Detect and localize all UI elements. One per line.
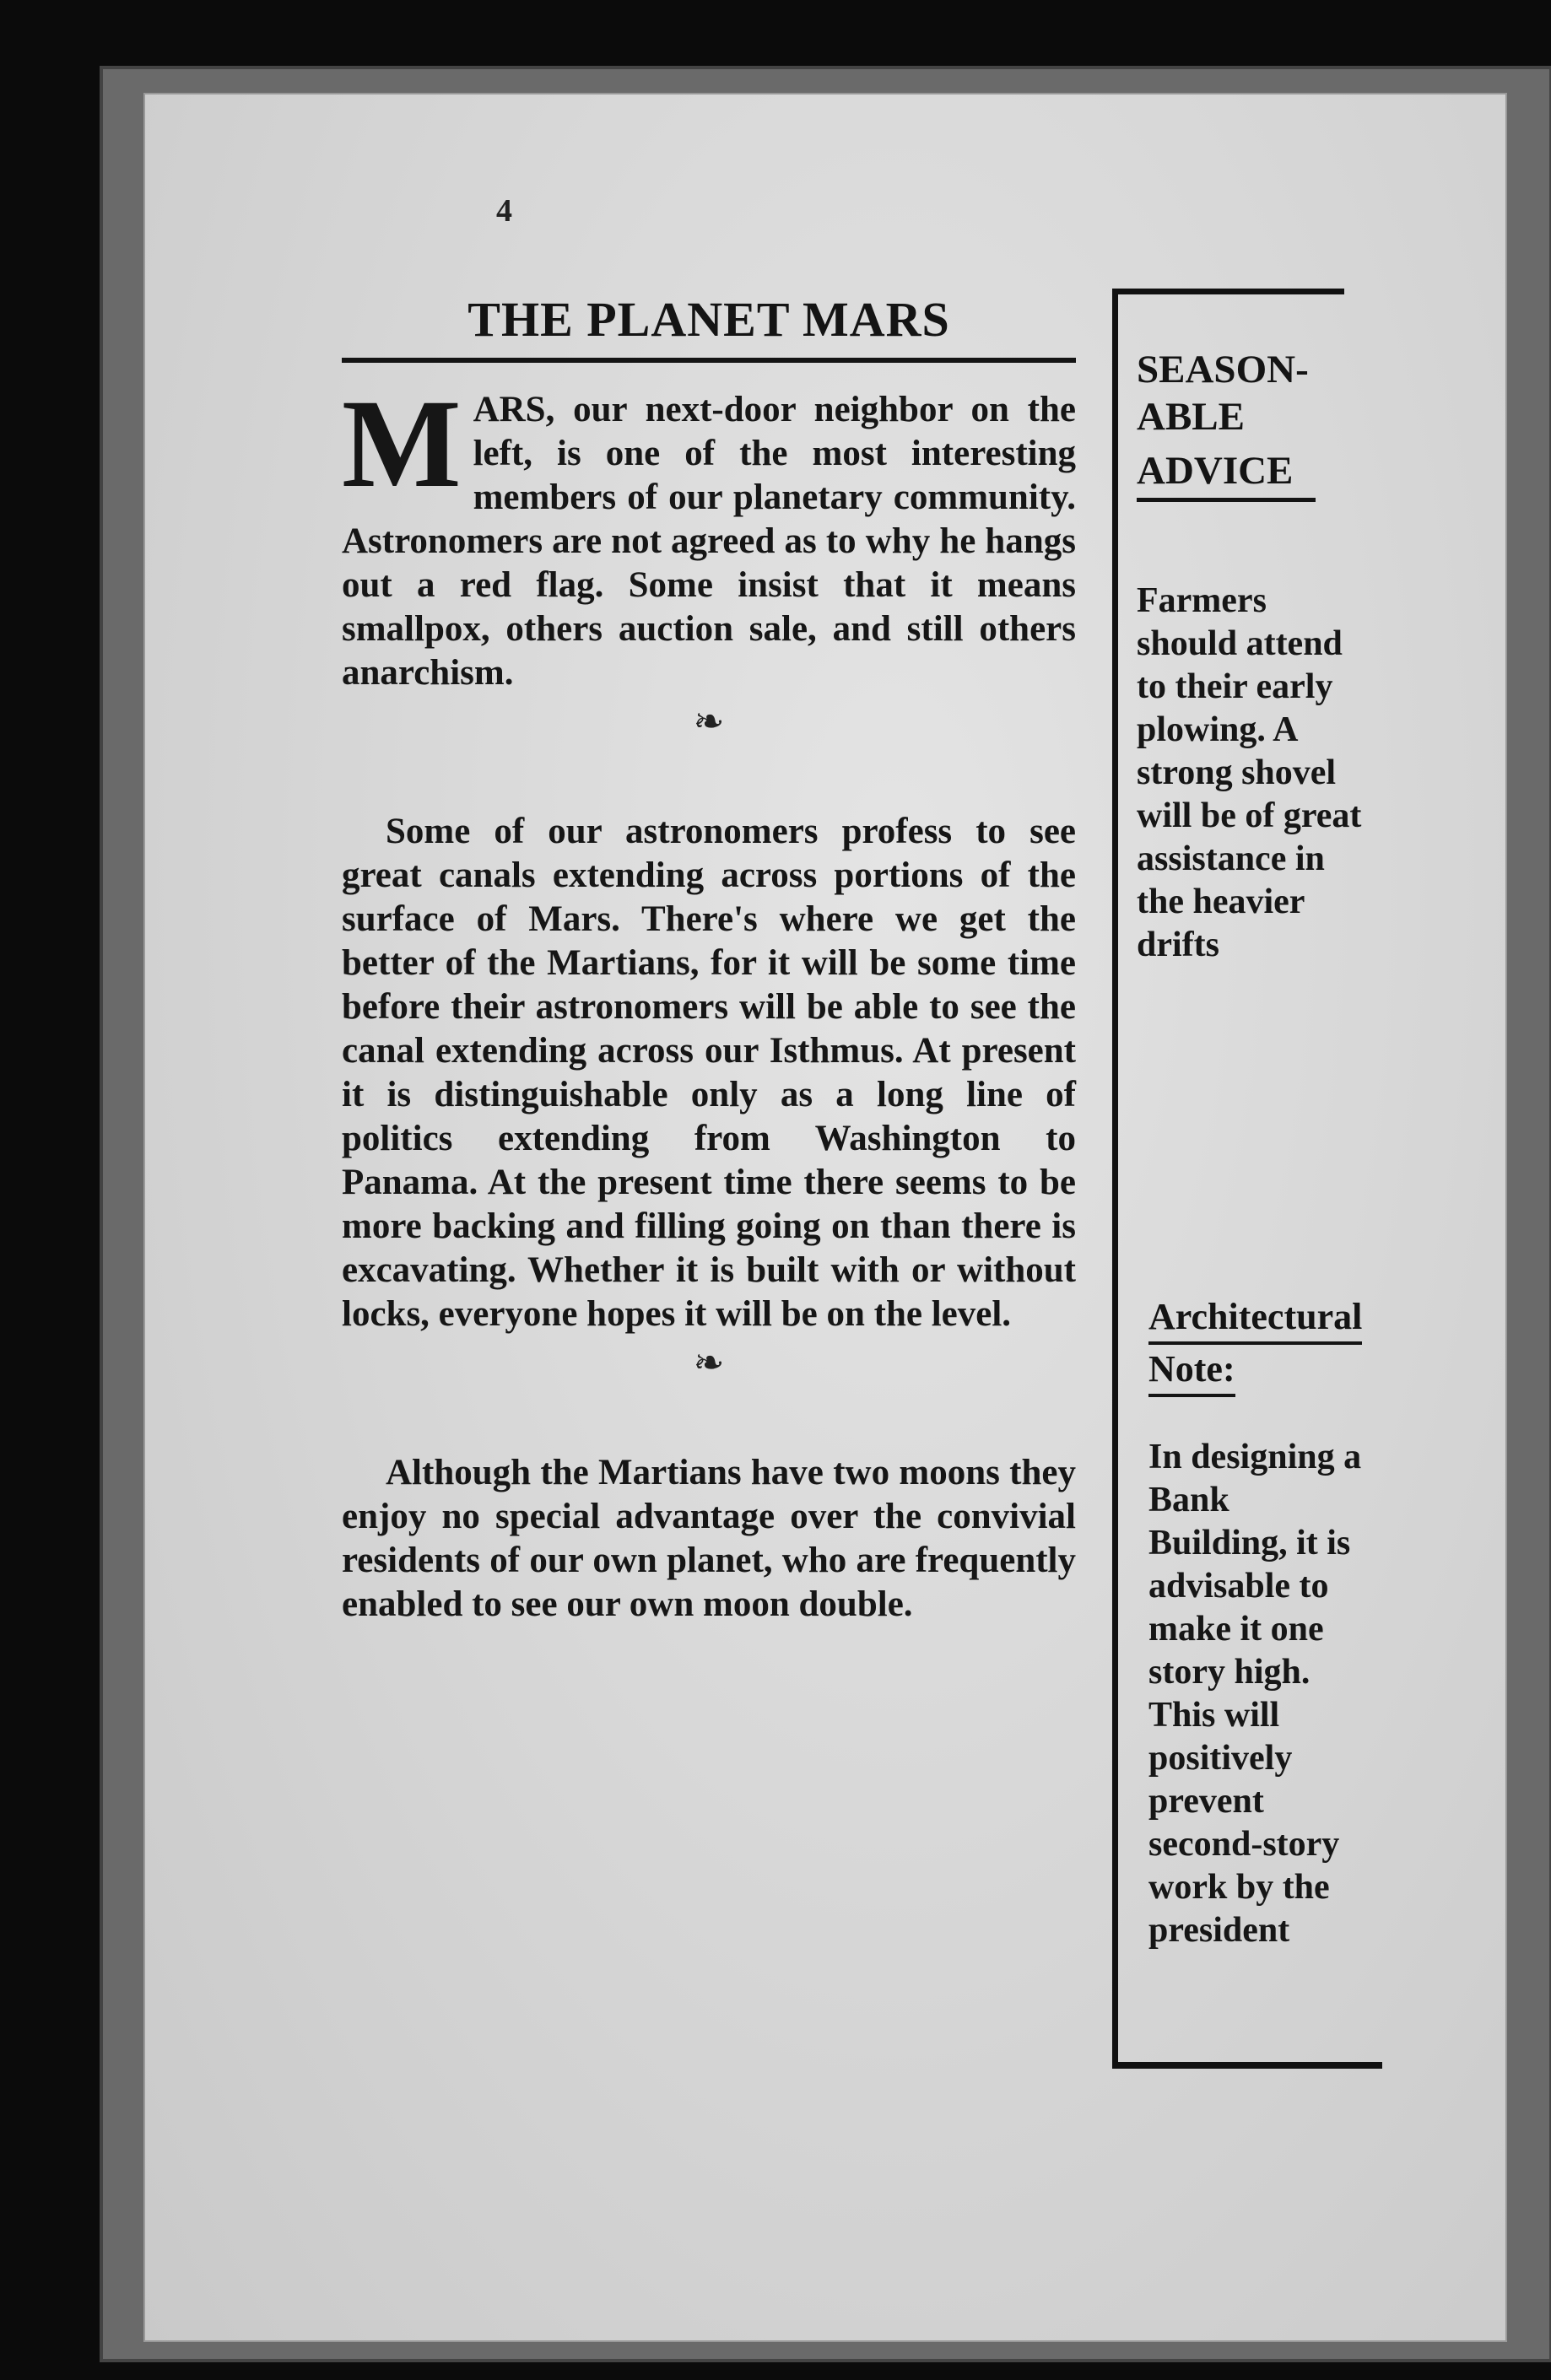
ornament-2: ❧ [693,1342,725,1384]
sidebar-heading-line-2: ABLE [1137,395,1245,439]
architectural-note-line-1: Architectural [1148,1293,1362,1345]
article-paragraph-1 [342,374,1076,695]
article-paragraph-1-text: ARS, our next-door neighbor on the left, is one of the most interesting members of our planetary community. Astronomers are not agreed as to why he hangs out a red flag. Some insist that it means smallpox, others auction sale, and still others anarchism. [342,390,1076,693]
article-paragraph-3: Although the Martians have two moons they enjoy no special advantage over the convivial residents of our own planet, who are frequently enabled to see our own moon double. [342,1453,1076,1624]
sidebar-heading-line-1: SEASON- [1137,348,1309,391]
sidebar-top-rule [1112,289,1344,294]
article-paragraph-2: Some of our astronomers profess to see great canals extending across portions of the surface of Mars. There's where we get the better of the Martians, for it will be some time before their astronomers will be able to see the canal extending across our Isthmus. At present it is distinguishable only as a long line of politics extending from Washington to Panama. At the present time there seems to be more backing and filling going on than there is excavating. Whether it is built with or without locks, everyone hopes it will be on the level. [342,812,1076,1334]
page-number: 4 [496,193,512,229]
article-title: THE PLANET MARS [342,291,1076,363]
sidebar-box [1112,289,1380,2069]
architectural-note-text: In designing a Bank Building, it is advisable to make it one story high. This will positively prevent second-story work by the president [1148,1438,1362,1950]
article [342,291,1076,1627]
architectural-note-line-2: Note: [1148,1345,1235,1397]
seasonable-advice-text: Farmers should attend to their early plowing. A strong shovel will be of great assistance in the heavier drifts [1137,581,1362,964]
ornament-1: ❧ [693,701,725,742]
sidebar-heading-line-3: ADVICE [1137,447,1316,502]
drop-cap: M [342,374,462,514]
sidebar-heading [1137,346,1356,502]
architectural-note-heading [1148,1293,1385,1397]
sidebar-bottom-rule [1112,2062,1382,2069]
